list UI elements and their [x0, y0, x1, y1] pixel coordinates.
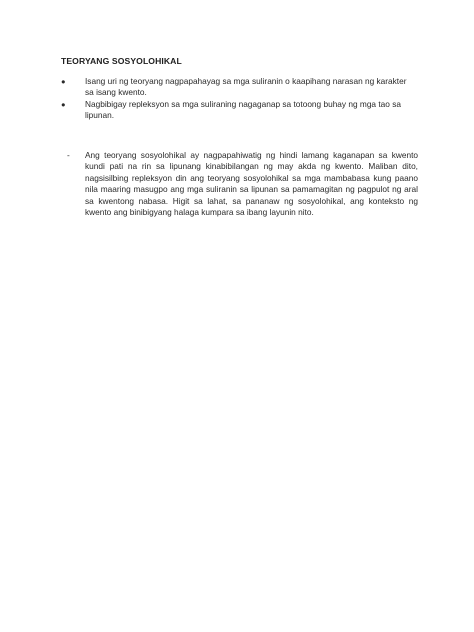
dash-marker: -: [67, 150, 70, 160]
bullet-text: Nagbibigay repleksyon sa mga suliraning nagaganap sa totoong buhay ng mga tao sa lipunan.: [85, 98, 401, 121]
document-title: TEORYANG SOSYOLOHIKAL: [61, 56, 182, 66]
body-paragraph: [61, 150, 421, 218]
bullet-text: Isang uri ng teoryang nagpapahayag sa mga suliranin o kaapihang narasan ng karakter sa isang kwento.: [85, 76, 407, 98]
bullet-icon: ●: [61, 77, 66, 86]
bullet-icon: ●: [61, 99, 66, 109]
bullet-list: [61, 76, 416, 122]
paragraph-text: Ang teoryang sosyolohikal ay nagpapahiwatig ng hindi lamang kaganapan sa kwento kundi pati na rin sa lipunang kinabibilangan ng may akda ng kwento. Maliban dito, nagsisilbing repleksyon din ang teoryang sosyolohikal sa mga mambabasa kung paano nila maaring masugpo ang mga suliranin sa lipunan sa pamamagitan ng pagpulot ng aral sa kwentong nabasa. Higit sa lahat, sa pananaw ng sosyolohikal, ang konteksto ng kwento ang binibigyang halaga kumpara sa ibang layunin nito.: [85, 150, 418, 218]
bullet-item: [61, 76, 416, 98]
bullet-item: [61, 99, 416, 121]
